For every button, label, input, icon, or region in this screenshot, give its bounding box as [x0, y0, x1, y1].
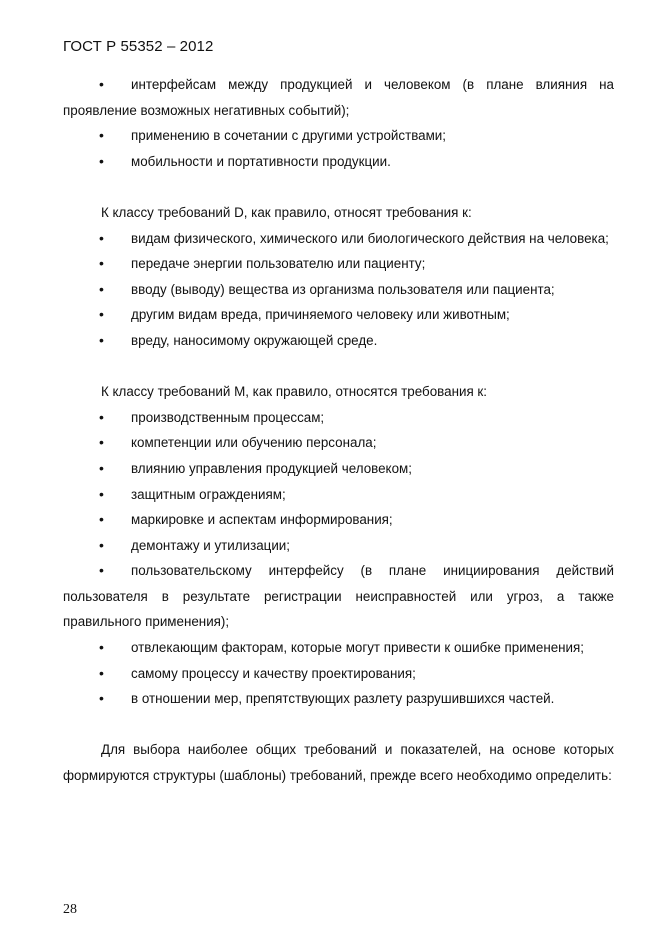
bullet-icon: •: [99, 229, 104, 246]
list-item-text: видам физического, химического или биологического действия на человека;: [131, 230, 609, 246]
bullet-icon: •: [99, 76, 104, 92]
list-item: [63, 661, 614, 687]
paragraph-gap: [63, 712, 614, 738]
bullet-icon: •: [99, 562, 104, 579]
list-item: [63, 123, 614, 149]
bullet-icon: •: [99, 280, 104, 297]
list-item-text: отвлекающим факторам, которые могут привести к ошибке применения;: [131, 640, 585, 656]
list-item-text: передаче энергии пользователю или пациенту;: [131, 256, 426, 272]
list-item: [63, 482, 614, 508]
bullet-icon: •: [99, 408, 104, 425]
bullet-icon: •: [99, 434, 104, 451]
document-header: ГОСТ Р 55352 – 2012: [63, 38, 214, 55]
page-content: [63, 72, 614, 789]
paragraph-gap: [63, 174, 614, 200]
closing-paragraph: Для выбора наиболее общих требований и показателей, на основе которых формируются структуры (шаблоны) требований, прежде всего необходимо определить:: [63, 742, 614, 784]
list-item-text: другим видам вреда, причиняемого человеку или животным;: [131, 307, 510, 323]
list-item-text: в отношении мер, препятствующих разлету разрушившихся частей.: [131, 691, 555, 707]
list-item: [63, 686, 614, 712]
list-item-text: вводу (выводу) вещества из организма пользователя или пациента;: [131, 281, 555, 297]
list-item: [63, 405, 614, 431]
bullet-icon: •: [99, 127, 104, 144]
list-item-text: интерфейсам между продукцией и человеком (в плане влияния на проявление возможных негативных событий);: [63, 77, 614, 118]
list-item-text: демонтажу и утилизации;: [131, 537, 291, 553]
list-item-text: маркировке и аспектам информирования;: [131, 512, 393, 528]
list-item: [63, 302, 614, 328]
list-item-text: влиянию управления продукцией человеком;: [131, 460, 412, 476]
list-item-text: применению в сочетании с другими устройствами;: [131, 128, 447, 144]
bullet-icon: •: [99, 485, 104, 502]
class-d-intro: К классу требований D, как правило, относят требования к:: [101, 204, 472, 220]
list-item-text: мобильности и портативности продукции.: [131, 153, 391, 169]
class-m-intro: К классу требований M, как правило, относятся требования к:: [101, 384, 487, 400]
list-item-text: производственным процессам;: [131, 409, 325, 425]
list-item: [63, 507, 614, 533]
page-number: 28: [63, 902, 77, 917]
list-item: [63, 430, 614, 456]
list-item: [63, 149, 614, 175]
list-item: [63, 635, 614, 661]
bullet-icon: •: [99, 639, 104, 656]
list-item-text: пользовательскому интерфейсу (в плане инициирования действий пользователя в результате регистрации неисправностей или угроз, а также правильного применения);: [63, 563, 614, 630]
bullet-icon: •: [99, 511, 104, 528]
list-item-text: компетенции или обучению персонала;: [131, 435, 377, 451]
list-item: [63, 533, 614, 559]
bullet-icon: •: [99, 152, 104, 169]
list-item-text: самому процессу и качеству проектирования;: [131, 665, 416, 681]
bullet-icon: •: [99, 255, 104, 272]
bullet-icon: •: [99, 536, 104, 553]
list-item: [63, 226, 614, 252]
list-item: [63, 558, 614, 635]
paragraph-gap: [63, 354, 614, 380]
bullet-icon: •: [99, 690, 104, 707]
list-item-text: защитным ограждениям;: [131, 486, 286, 502]
bullet-icon: •: [99, 331, 104, 348]
list-item: [63, 328, 614, 354]
list-item: [63, 277, 614, 303]
list-item: [63, 72, 614, 123]
bullet-icon: •: [99, 459, 104, 476]
bullet-icon: •: [99, 664, 104, 681]
list-item-text: вреду, наносимому окружающей среде.: [131, 332, 378, 348]
list-item: [63, 251, 614, 277]
bullet-icon: •: [99, 306, 104, 323]
list-item: [63, 456, 614, 482]
